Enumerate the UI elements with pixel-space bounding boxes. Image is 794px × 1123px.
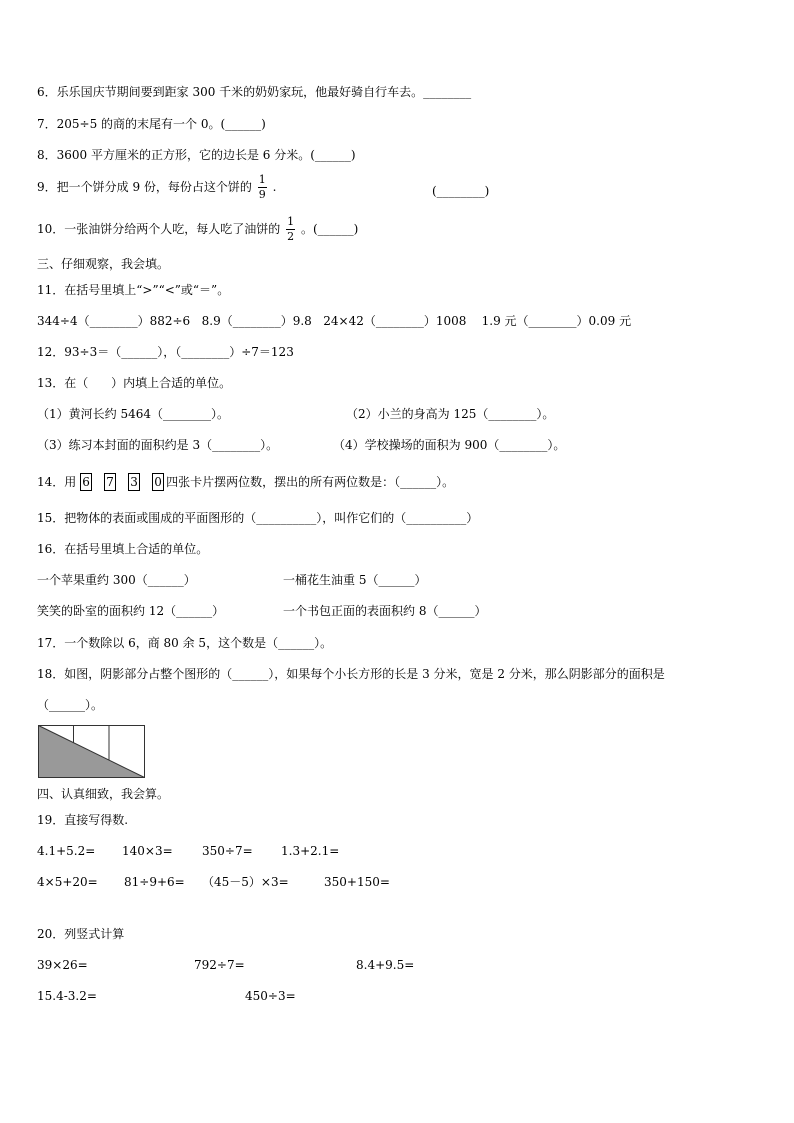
question-15: 15．把物体的表面或围成的平面图形的（__________），叫作它们的（__________） bbox=[37, 511, 479, 525]
calc-item: 450÷3= bbox=[245, 989, 296, 1003]
question-16-1: 一个苹果重约 300（______） bbox=[37, 573, 196, 587]
calc-item: 350+150= bbox=[324, 875, 390, 889]
section-three-heading: 三、仔细观察，我会填。 bbox=[37, 257, 170, 271]
calc-item: 350÷7= bbox=[202, 844, 253, 858]
question-13-3: （3）练习本封面的面积约是 3（________）。 bbox=[37, 438, 279, 452]
question-12: 12．93÷3＝（______），（________）÷7＝123 bbox=[37, 345, 294, 359]
calc-item: 140×3= bbox=[122, 844, 173, 858]
question-13-1: （1）黄河长约 5464（________）。 bbox=[37, 407, 229, 421]
question-20: 20．列竖式计算 bbox=[37, 927, 125, 941]
question-18-continued: （______）。 bbox=[37, 698, 104, 712]
fraction-one-half: $\frac{1}{2}$ bbox=[287, 215, 295, 243]
question-13: 13．在（ ）内填上合适的单位。 bbox=[37, 376, 232, 390]
question-18: 18．如图，阴影部分占整个图形的（______），如果每个小长方形的长是 3 分米，宽是 2 分米，那么阴影部分的面积是 bbox=[37, 667, 665, 681]
question-13-2: （2）小兰的身高为 125（________）。 bbox=[346, 407, 555, 421]
question-16-3: 笑笑的卧室的面积约 12（______） bbox=[37, 604, 225, 618]
shaded-rectangle-figure bbox=[38, 725, 146, 779]
number-card: 0 bbox=[152, 473, 164, 491]
calc-item: 4×5+20= bbox=[37, 875, 98, 889]
question-17: 17．一个数除以 6，商 80 余 5，这个数是（______）。 bbox=[37, 636, 333, 650]
question-16-2: 一桶花生油重 5（______） bbox=[283, 573, 427, 587]
question-13-4: （4）学校操场的面积为 900（________）。 bbox=[333, 438, 566, 452]
calc-item: 15.4-3.2= bbox=[37, 989, 97, 1003]
calc-item: 792÷7= bbox=[194, 958, 245, 972]
calc-item: 4.1+5.2= bbox=[37, 844, 96, 858]
number-card: 3 bbox=[128, 473, 140, 491]
question-7: 7．205÷5 的商的末尾有一个 0。(______) bbox=[37, 117, 266, 131]
question-6: 6．乐乐国庆节期间要到距家 300 千米的奶奶家玩，他最好骑自行车去。________ bbox=[37, 85, 472, 99]
calc-item: 81÷9+6= bbox=[124, 875, 185, 889]
question-8: 8．3600 平方厘米的正方形，它的边长是 6 分米。(______) bbox=[37, 148, 356, 162]
calc-item: （45－5）×3= bbox=[202, 875, 289, 889]
question-16-4: 一个书包正面的表面积约 8（______） bbox=[283, 604, 487, 618]
number-card: 6 bbox=[80, 473, 92, 491]
number-card: 7 bbox=[104, 473, 116, 491]
question-11-items: 344÷4（________）882÷6 8.9（________）9.8 24×42（________）1008 1.9 元（________）0.09 元 bbox=[37, 314, 632, 328]
calc-item: 8.4+9.5= bbox=[356, 958, 415, 972]
question-16: 16．在括号里填上合适的单位。 bbox=[37, 542, 209, 556]
question-19: 19．直接写得数. bbox=[37, 813, 129, 827]
question-14: 14．用 6 7 3 0 四张卡片摆两位数，摆出的所有两位数是：（______）。 bbox=[37, 475, 455, 489]
question-10: 10．一张油饼分给两个人吃，每人吃了油饼的 $\frac{1}{2}$ 。(______) bbox=[37, 215, 359, 243]
calc-item: 39×26= bbox=[37, 958, 88, 972]
question-9: 9．把一个饼分成 9 份，每份占这个饼的 $\frac{1}{9}$ . bbox=[37, 173, 277, 201]
fraction-one-ninth: $\frac{1}{9}$ bbox=[258, 173, 266, 201]
calc-item: 1.3+2.1= bbox=[281, 844, 340, 858]
section-four-heading: 四、认真细致，我会算。 bbox=[37, 787, 170, 801]
question-11: 11．在括号里填上“>”“<”或“＝”。 bbox=[37, 283, 230, 297]
question-9-blank: (________) bbox=[432, 184, 490, 198]
